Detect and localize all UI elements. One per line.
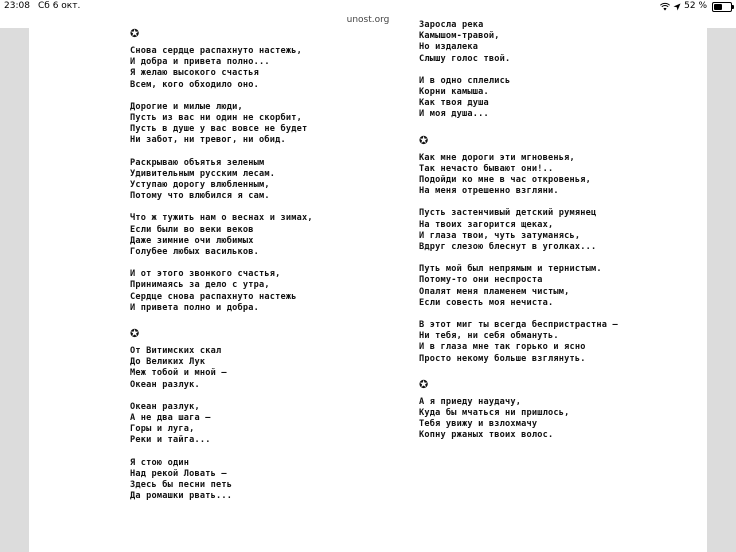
poem-line: Удивительным русским лесам. [130, 168, 276, 179]
poem-line: Камышом-травой, [419, 31, 500, 42]
poem-stanza [130, 102, 390, 147]
poem-stanza [419, 76, 689, 121]
poem-line: На твоих загорится щеках, [419, 219, 554, 230]
poem-line: Всем, кого обходило оно. [130, 79, 259, 90]
poem-line: Пусть в душе у вас вовсе не будет [130, 124, 308, 135]
poem-line: Пусть застенчивый детский румянец [419, 208, 597, 219]
poem-stanza [130, 158, 390, 203]
poem-line: Уступаю дорогу влюбленным, [130, 180, 270, 191]
poem-line: Даже зимние очи любимых [130, 235, 254, 246]
left-poem-column [130, 28, 390, 514]
poem-line: До Великих Лук [130, 357, 206, 368]
status-date: Сб 6 окт. [38, 1, 81, 11]
poem-line: И привета полно и добра. [130, 302, 259, 313]
poem-stanza [419, 20, 689, 65]
poem-line: И в одно сплелись [419, 75, 511, 86]
poem-stanza [419, 264, 689, 309]
section-star-icon: ✪ [419, 377, 429, 391]
poem-line: А не два шага — [130, 413, 211, 424]
poem-line: Тебя увижу и взлохмачу [419, 419, 538, 430]
poem-line: Ни забот, ни тревог, ни обид. [130, 135, 286, 146]
poem-line: Если совесть моя нечиста. [419, 297, 554, 308]
battery-icon [712, 2, 732, 12]
section-star-icon: ✪ [130, 27, 140, 40]
right-poem-column [419, 20, 689, 453]
poem-stanza [130, 269, 390, 314]
poem-line: Сердце снова распахнуто настежь [130, 291, 297, 302]
poem-line: Реки и тайга... [130, 435, 211, 446]
poem-line: В этот миг ты всегда беспристрастна — [419, 320, 618, 331]
poem-line: Что ж тужить нам о веснах и зимах, [130, 213, 313, 224]
poem-line: Но издалека [419, 42, 479, 53]
poem-stanza [419, 320, 689, 365]
poem-line: Голубее любых васильков. [130, 247, 259, 258]
poem-line: Корни камыша. [419, 87, 489, 98]
poem-line: Ни тебя, ни себя обманyть. [419, 331, 559, 342]
poem-line: И добра и привета полно... [130, 57, 270, 68]
poem-line: Снова сердце распахнуто настежь, [130, 46, 302, 56]
poem-stanza [130, 402, 390, 447]
poem-line: И глаза твои, чуть затуманясь, [419, 230, 581, 241]
poem-line: Подойди ко мне в час откровенья, [419, 175, 591, 186]
poem-line: Над рекой Ловать — [130, 468, 227, 479]
location-arrow-icon [673, 3, 681, 11]
status-bar [0, 0, 736, 13]
poem-line: Копну ржаных твоих волос. [419, 430, 554, 441]
poem-line: Я стою один [130, 457, 190, 468]
poem-line: Здесь бы песни петь [130, 480, 233, 491]
poem-line: Океан разлук. [130, 379, 200, 390]
poem-line: На меня отрешенно взгляни. [419, 186, 559, 197]
poem-line: Слышу голос твой. [419, 53, 511, 64]
poem-stanza [419, 153, 689, 198]
poem-stanza [130, 46, 390, 91]
poem-line: Дорогие и милые люди, [130, 101, 243, 112]
poem-stanza [419, 208, 689, 253]
poem-line: Горы и луга, [130, 424, 195, 435]
poem-line: Вдруг слезою блеснут в уголках... [419, 242, 597, 253]
poem-line: Да ромашки рвать... [130, 491, 233, 502]
poem-line: Как твоя душа [419, 98, 489, 109]
poem-line: А я приеду наудачу, [419, 396, 522, 407]
right-margin [707, 28, 736, 552]
poem-stanza [419, 397, 689, 442]
status-time: 23:08 [4, 1, 30, 11]
poem-line: И моя душа... [419, 109, 489, 120]
section-star-icon: ✪ [419, 133, 429, 147]
poem-line: Потому-то они неспроста [419, 275, 543, 286]
wifi-icon [660, 3, 670, 11]
poem-line: Пусть из вас ни один не скорбит, [130, 113, 302, 124]
poem-line: Принимаясь за дело с утра, [130, 280, 270, 291]
poem-line: Потому что влюбился я сам. [130, 191, 270, 202]
battery-level [714, 4, 722, 10]
battery-percent: 52 % [684, 1, 707, 11]
poem-line: Так нечасто бывают они!.. [419, 163, 554, 174]
section-star-icon: ✪ [130, 327, 140, 341]
poem-line: Если были во веки веков [130, 224, 254, 235]
poem-line: И от этого звонкого счастья, [130, 269, 281, 280]
poem-line: Океан разлук, [130, 401, 200, 412]
poem-line: Раскрываю объятья зеленым [130, 157, 265, 168]
poem-line: Путь мой был непрямым и тернистым. [419, 264, 602, 275]
poem-line: Куда бы мчаться ни пришлось, [419, 408, 570, 419]
url-text: unost.org [346, 15, 390, 25]
left-margin [0, 28, 29, 552]
poem-line: Опалят меня пламенем чистым, [419, 286, 570, 297]
poem-line: Как мне дороги эти мгновенья, [419, 152, 575, 163]
poem-stanza [130, 346, 390, 391]
poem-line: От Витимских скал [130, 346, 222, 357]
poem-stanza [130, 213, 390, 258]
poem-line: Заросла река [419, 20, 484, 30]
poem-line: Просто некому больше взглянуть. [419, 353, 586, 364]
poem-stanza [130, 458, 390, 503]
poem-line: Я желаю высокого счастья [130, 68, 259, 79]
poem-line: И в глаза мне так горько и ясно [419, 342, 586, 353]
status-right [660, 0, 732, 13]
poem-line: Меж тобой и мной — [130, 368, 227, 379]
